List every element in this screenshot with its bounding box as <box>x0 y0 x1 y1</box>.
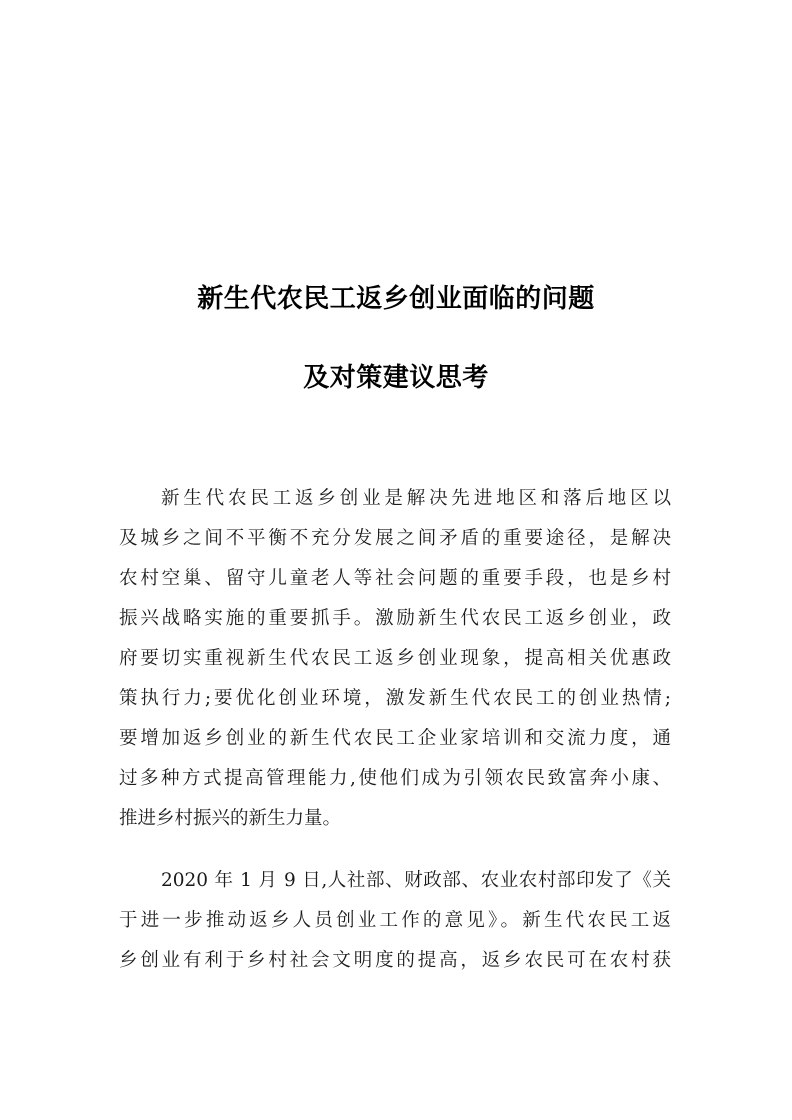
paragraph-line: 2020 年 1 月 9 日,人社部、财政部、农业农村部印发了《关 <box>161 870 671 891</box>
paragraph-line: 乡创业有利于乡村社会文明度的提高，返乡农民可在农村获 <box>119 950 671 971</box>
paragraph-line: 农村空巢、留守儿童老人等社会问题的重要手段，也是乡村 <box>119 568 671 589</box>
paragraph-line: 振兴战略实施的重要抓手。激励新生代农民工返乡创业，政 <box>119 608 671 629</box>
paragraph-line: 新生代农民工返乡创业是解决先进地区和落后地区以 <box>161 488 671 509</box>
paragraph-line: 推进乡村振兴的新生力量。 <box>119 808 342 829</box>
document-title-line-1: 新生代农民工返乡创业面临的问题 <box>197 284 595 314</box>
paragraph-line: 要增加返乡创业的新生代农民工企业家培训和交流力度，通 <box>119 728 671 749</box>
document-title-line-2: 及对策建议思考 <box>303 363 489 393</box>
paragraph-line: 府要切实重视新生代农民工返乡创业现象，提高相关优惠政 <box>119 648 671 669</box>
paragraph-line: 过多种方式提高管理能力,使他们成为引领农民致富奔小康、 <box>119 768 671 789</box>
paragraph-line: 于进一步推动返乡人员创业工作的意见》。新生代农民工返 <box>119 910 671 931</box>
paragraph-line: 及城乡之间不平衡不充分发展之间矛盾的重要途径，是解决 <box>119 528 671 549</box>
paragraph-line: 策执行力;要优化创业环境，激发新生代农民工的创业热情; <box>119 688 671 709</box>
